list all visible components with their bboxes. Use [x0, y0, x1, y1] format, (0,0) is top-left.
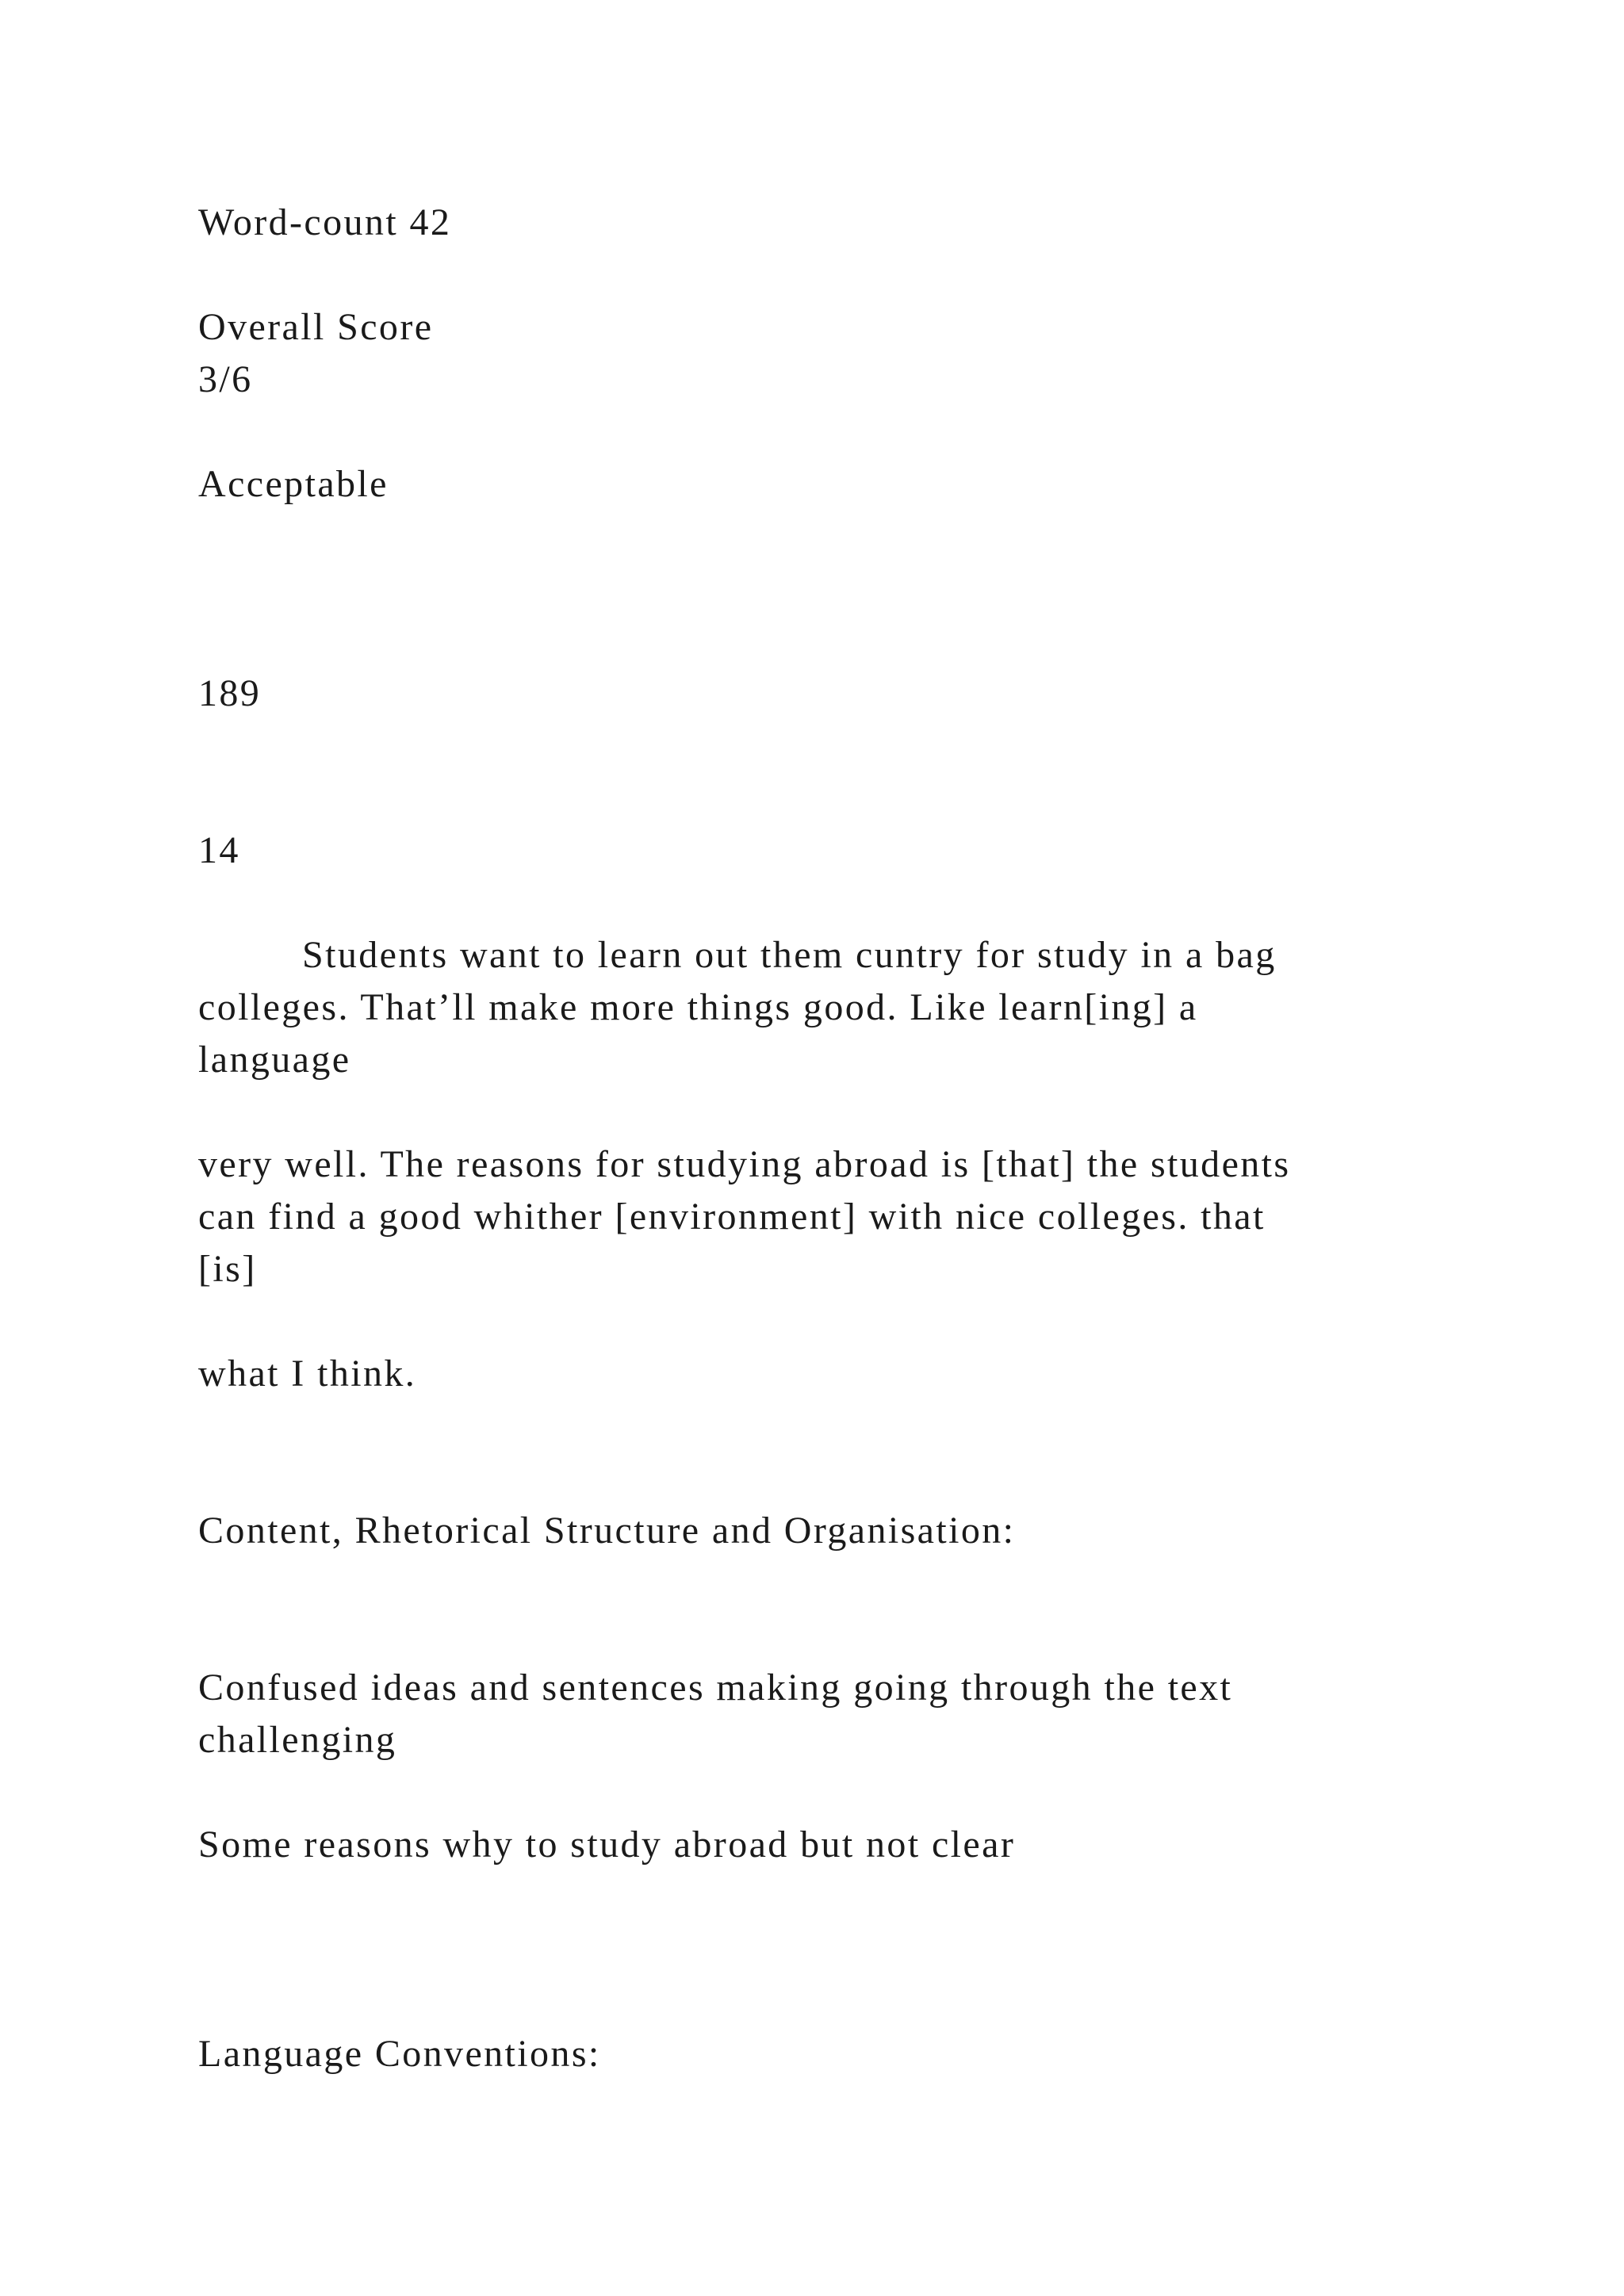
language-heading: Language Conventions:: [198, 2033, 601, 2075]
word-count-text: Word-count 42: [198, 201, 452, 243]
essay-line: can find a good whither [environment] with nice colleges. that: [198, 1196, 1266, 1238]
content-comment-line: challenging: [198, 1719, 397, 1761]
stat-value-a: 189: [198, 672, 262, 714]
content-comment-2: Some reasons why to study abroad but not clear: [198, 1823, 1016, 1866]
overall-score-label: Overall Score: [198, 306, 434, 348]
essay-line: colleges. That’ll make more things good. Like learn[ing] a: [198, 986, 1198, 1028]
stat-value-b: 14: [198, 829, 240, 871]
essay-line: very well. The reasons for studying abroad is [that] the students: [198, 1143, 1291, 1185]
essay-line: Students want to learn out them cuntry for study in a bag: [302, 934, 1277, 976]
score-value: 3/6: [198, 358, 253, 400]
essay-line: what I think.: [198, 1353, 417, 1395]
essay-line: [is]: [198, 1248, 257, 1290]
content-comment-line: Confused ideas and sentences making going through the text: [198, 1667, 1233, 1709]
content-heading: Content, Rhetorical Structure and Organisation:: [198, 1510, 1016, 1552]
rating-text: Acceptable: [198, 463, 389, 505]
essay-line: language: [198, 1039, 351, 1081]
